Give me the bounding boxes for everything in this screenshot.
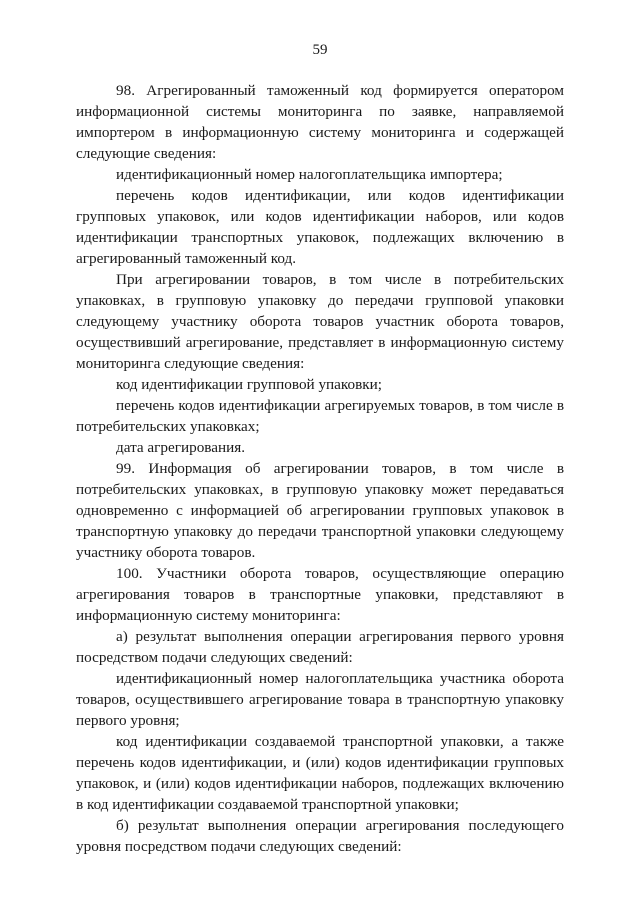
paragraph-99: 99. Информация об агрегировании товаров, в том числе в потребительских упаковках, в групповую упаковку может передаваться одновременно с информацией об агрегировании групповых упаковок в транспортную упаковку до передачи транспортной упаковки следующему участнику оборота товаров. xyxy=(76,460,564,561)
paragraph-100-a: а) результат выполнения операции агрегирования первого уровня посредством подачи следующих сведений: xyxy=(76,628,564,666)
paragraph-transport-code: код идентификации создаваемой транспортной упаковки, а также перечень кодов идентификации, и (или) кодов идентификации групповых упаковок, и (или) кодов идентификации наборов, подлежащих включению в код идентификации создаваемой транспортной упаковки; xyxy=(76,733,564,813)
page-number: 59 xyxy=(312,42,328,58)
paragraph-100: 100. Участники оборота товаров, осуществляющие операцию агрегирования товаров в транспортные упаковки, представляют в информационную систему мониторинга: xyxy=(76,565,564,624)
paragraph-group-aggregation: При агрегировании товаров, в том числе в потребительских упаковках, в групповую упаковку до передачи групповой упаковки следующему участнику оборота товаров участник оборота товаров, осуществивший агрегирование, представляет в информационную систему мониторинга следующие сведения: xyxy=(76,271,564,372)
paragraph-aggregation-date: дата агрегирования. xyxy=(116,439,246,456)
document-body xyxy=(76,80,564,857)
paragraph-codes-list: перечень кодов идентификации, или кодов идентификации групповых упаковок, или кодов идентификации наборов, или кодов идентификации транспортных упаковок, подлежащих включению в агрегированный таможенный код. xyxy=(76,187,564,267)
paragraph-aggregated-codes: перечень кодов идентификации агрегируемых товаров, в том числе в потребительских упаковках; xyxy=(76,397,564,435)
paragraph-participant-inn: идентификационный номер налогоплательщика участника оборота товаров, осуществившего агрегирование товара в транспортную упаковку первого уровня; xyxy=(76,670,564,729)
paragraph-100-b: б) результат выполнения операции агрегирования последующего уровня посредством подачи следующих сведений: xyxy=(76,817,564,855)
paragraph-group-code: код идентификации групповой упаковки; xyxy=(116,376,383,393)
paragraph-importer-inn: идентификационный номер налогоплательщика импортера; xyxy=(116,166,503,183)
paragraph-98: 98. Агрегированный таможенный код формируется оператором информационной системы мониторинга по заявке, направляемой импортером в информационную систему мониторинга и содержащей следующие сведения: xyxy=(76,82,564,162)
